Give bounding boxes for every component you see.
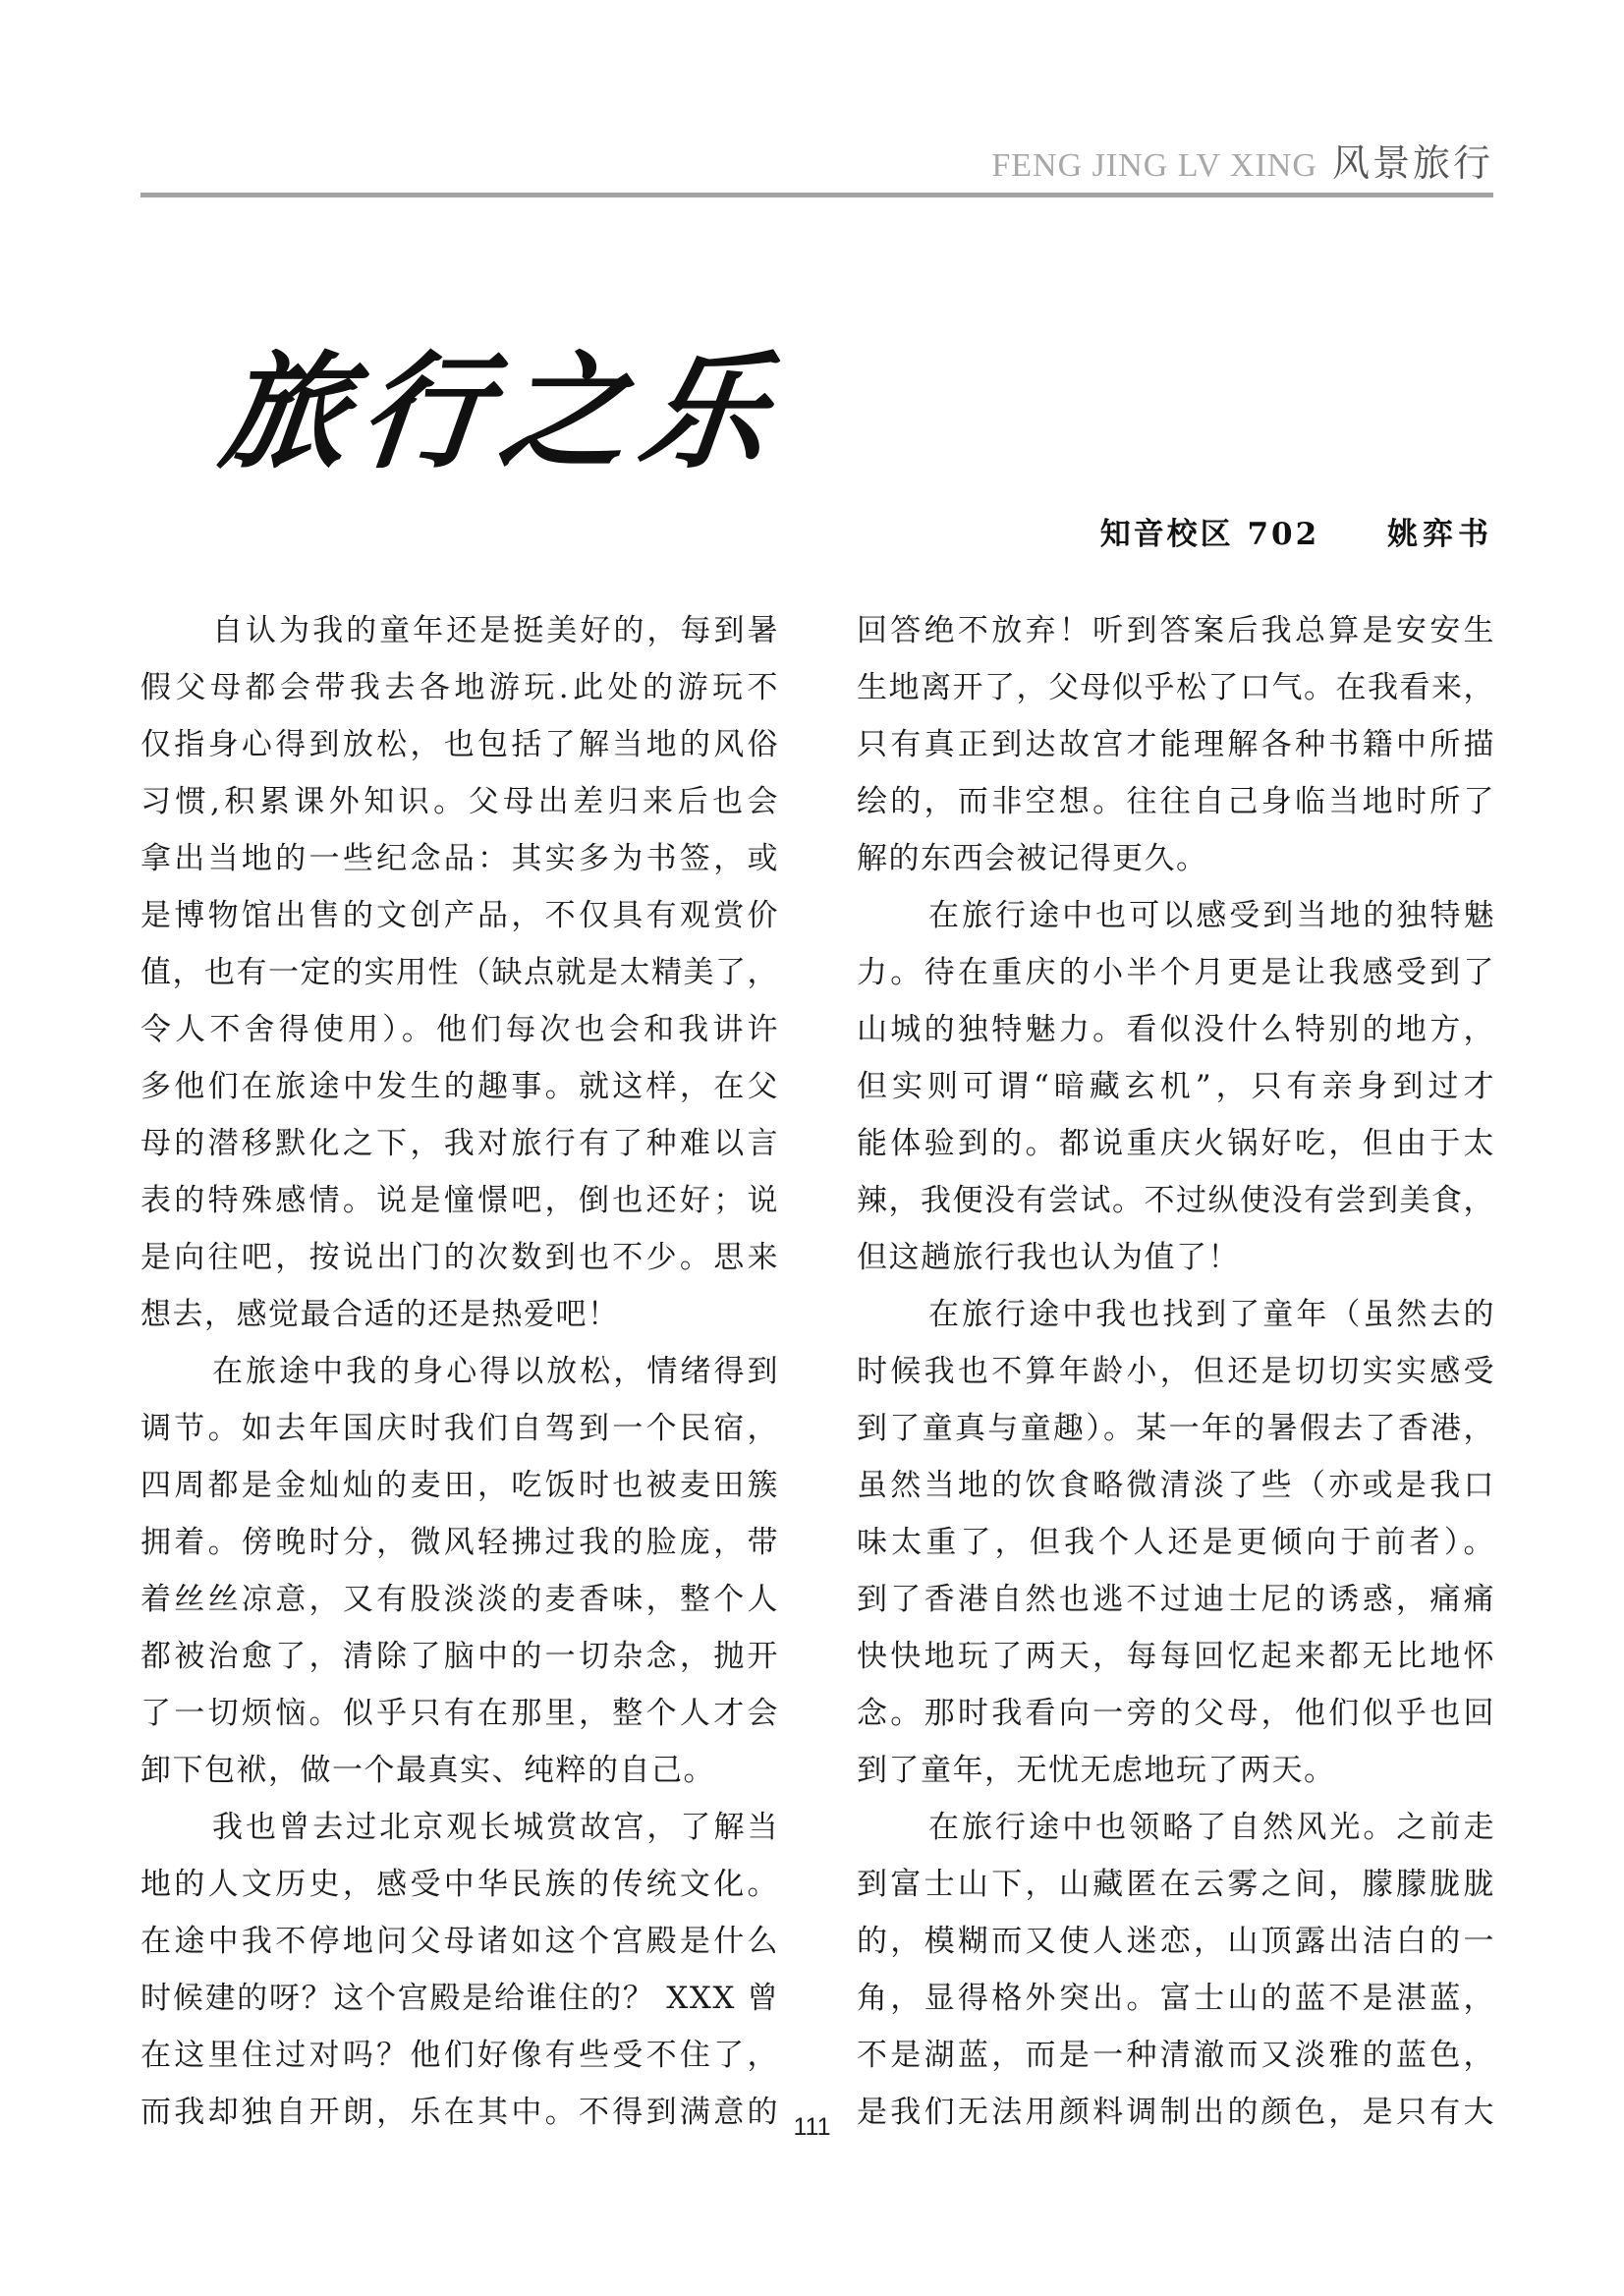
- text-line: 而我却独自开朗，乐在其中。不得到满意的: [140, 2095, 779, 2130]
- text-line: 只有真正到达故宫才能理解各种书籍中所描: [857, 727, 1495, 762]
- text-line: 生地离开了，父母似乎松了口气。在我看来，: [857, 670, 1495, 705]
- text-line: 味太重了，但我个人还是更倾向于前者）。: [857, 1525, 1495, 1560]
- text-line: 调节。如去年国庆时我们自驾到一个民宿，: [140, 1411, 779, 1446]
- author-name: 姚弈书: [1387, 517, 1493, 552]
- author-school: 知音校区 702: [1099, 517, 1320, 552]
- text-line: 拥着。傍晚时分，微风轻拂过我的脸庞，带: [140, 1525, 779, 1560]
- text-line: 习惯,积累课外知识。父母出差归来后也会: [140, 784, 779, 819]
- text-line: 山城的独特魅力。看似没什么特别的地方，: [857, 1012, 1495, 1047]
- running-header: [140, 128, 1493, 196]
- text-line: 是向往吧，按说出门的次数到也不少。思来: [140, 1240, 779, 1275]
- text-line: 四周都是金灿灿的麦田，吃饭时也被麦田簇: [140, 1468, 779, 1503]
- text-line: 但这趟旅行我也认为值了！: [857, 1240, 1240, 1275]
- right-text-column: [857, 602, 1495, 2141]
- text-line: 回答绝不放弃！听到答案后我总算是安安生: [857, 613, 1495, 648]
- text-line: 到了童真与童趣）。某一年的暑假去了香港，: [857, 1411, 1495, 1446]
- text-line: 力。待在重庆的小半个月更是让我感受到了: [857, 955, 1495, 990]
- text-line: 到了童年，无忧无虑地玩了两天。: [857, 1753, 1336, 1788]
- text-line: 在旅行途中也领略了自然风光。之前走: [928, 1810, 1495, 1845]
- text-line: 不是湖蓝，而是一种清澈而又淡雅的蓝色，: [857, 2038, 1495, 2073]
- text-line: 假父母都会带我去各地游玩.此处的游玩不: [140, 670, 779, 705]
- text-line: 我也曾去过北京观长城赏故宫，了解当: [212, 1810, 779, 1845]
- text-line: 念。那时我看向一旁的父母，他们似乎也回: [857, 1696, 1495, 1731]
- text-line: 令人不舍得使用）。他们每次也会和我讲许: [140, 1012, 779, 1047]
- text-line: 是博物馆出售的文创产品，不仅具有观赏价: [140, 898, 779, 933]
- text-line: 绘的，而非空想。往往自己身临当地时所了: [857, 784, 1495, 819]
- header-text: [991, 140, 1493, 195]
- text-line: 但实则可谓“暗藏玄机”，只有亲身到过才: [857, 1069, 1495, 1104]
- text-line: 着丝丝凉意，又有股淡淡的麦香味，整个人: [140, 1582, 779, 1617]
- text-line: 虽然当地的饮食略微清淡了些（亦或是我口: [857, 1468, 1495, 1503]
- text-line: 在旅行途中我也找到了童年（虽然去的: [928, 1297, 1495, 1332]
- text-line: 地的人文历史，感受中华民族的传统文化。: [140, 1867, 779, 1902]
- header-divider: [140, 193, 1493, 197]
- left-text-column: [140, 602, 779, 2141]
- text-line: 想去，感觉最合适的还是热爱吧！: [140, 1297, 620, 1332]
- text-line: 拿出当地的一些纪念品：其实多为书签，或: [140, 841, 779, 876]
- text-line: 卸下包袱，做一个最真实、纯粹的自己。: [140, 1753, 715, 1788]
- text-line: 都被治愈了，清除了脑中的一切杂念，抛开: [140, 1639, 779, 1674]
- text-line: 自认为我的童年还是挺美好的，每到暑: [212, 613, 779, 648]
- text-line: 时候建的呀？这个宫殿是给谁住的？ XXX 曾: [140, 1981, 779, 2016]
- text-line: 了一切烦恼。似乎只有在那里，整个人才会: [140, 1696, 779, 1731]
- text-line: 多他们在旅途中发生的趣事。就这样，在父: [140, 1069, 779, 1104]
- text-line: 仅指身心得到放松，也包括了解当地的风俗: [140, 727, 779, 762]
- text-line: 时候我也不算年龄小，但还是切切实实感受: [857, 1354, 1495, 1389]
- text-line: 辣，我便没有尝试。不过纵使没有尝到美食，: [857, 1183, 1495, 1218]
- text-line: 到富士山下，山藏匿在云雾之间，朦朦胧胧: [857, 1867, 1495, 1902]
- text-line: 快快地玩了两天，每每回忆起来都无比地怀: [857, 1639, 1495, 1674]
- text-line: 在旅行途中也可以感受到当地的独特魅: [928, 898, 1495, 933]
- section-name-chinese: 风景旅行: [1331, 141, 1493, 185]
- text-line: 是我们无法用颜料调制出的颜色，是只有大: [857, 2095, 1495, 2130]
- text-line: 能体验到的。都说重庆火锅好吃，但由于太: [857, 1126, 1495, 1161]
- text-line: 解的东西会被记得更久。: [857, 841, 1208, 876]
- text-line: 母的潜移默化之下，我对旅行有了种难以言: [140, 1126, 779, 1161]
- text-line: 的，模糊而又使人迷恋，山顶露出洁白的一: [857, 1924, 1495, 1959]
- section-name-pinyin: FENG JING LV XING: [991, 147, 1317, 184]
- text-line: 表的特殊感情。说是憧憬吧，倒也还好；说: [140, 1183, 779, 1218]
- text-line: 角，显得格外突出。富士山的蓝不是湛蓝，: [857, 1981, 1495, 2016]
- text-line: 到了香港自然也逃不过迪士尼的诱惑，痛痛: [857, 1582, 1495, 1617]
- text-line: 在旅途中我的身心得以放松，情绪得到: [212, 1354, 779, 1389]
- text-line: 在途中我不停地问父母诸如这个宫殿是什么: [140, 1924, 779, 1959]
- text-line: 在这里住过对吗？他们好像有些受不住了，: [140, 2038, 779, 2073]
- text-line: 值，也有一定的实用性（缺点就是太精美了，: [140, 955, 779, 990]
- page-number: 111: [793, 2113, 831, 2141]
- article-title: 旅行之乐: [214, 339, 788, 486]
- byline: [1100, 513, 1493, 556]
